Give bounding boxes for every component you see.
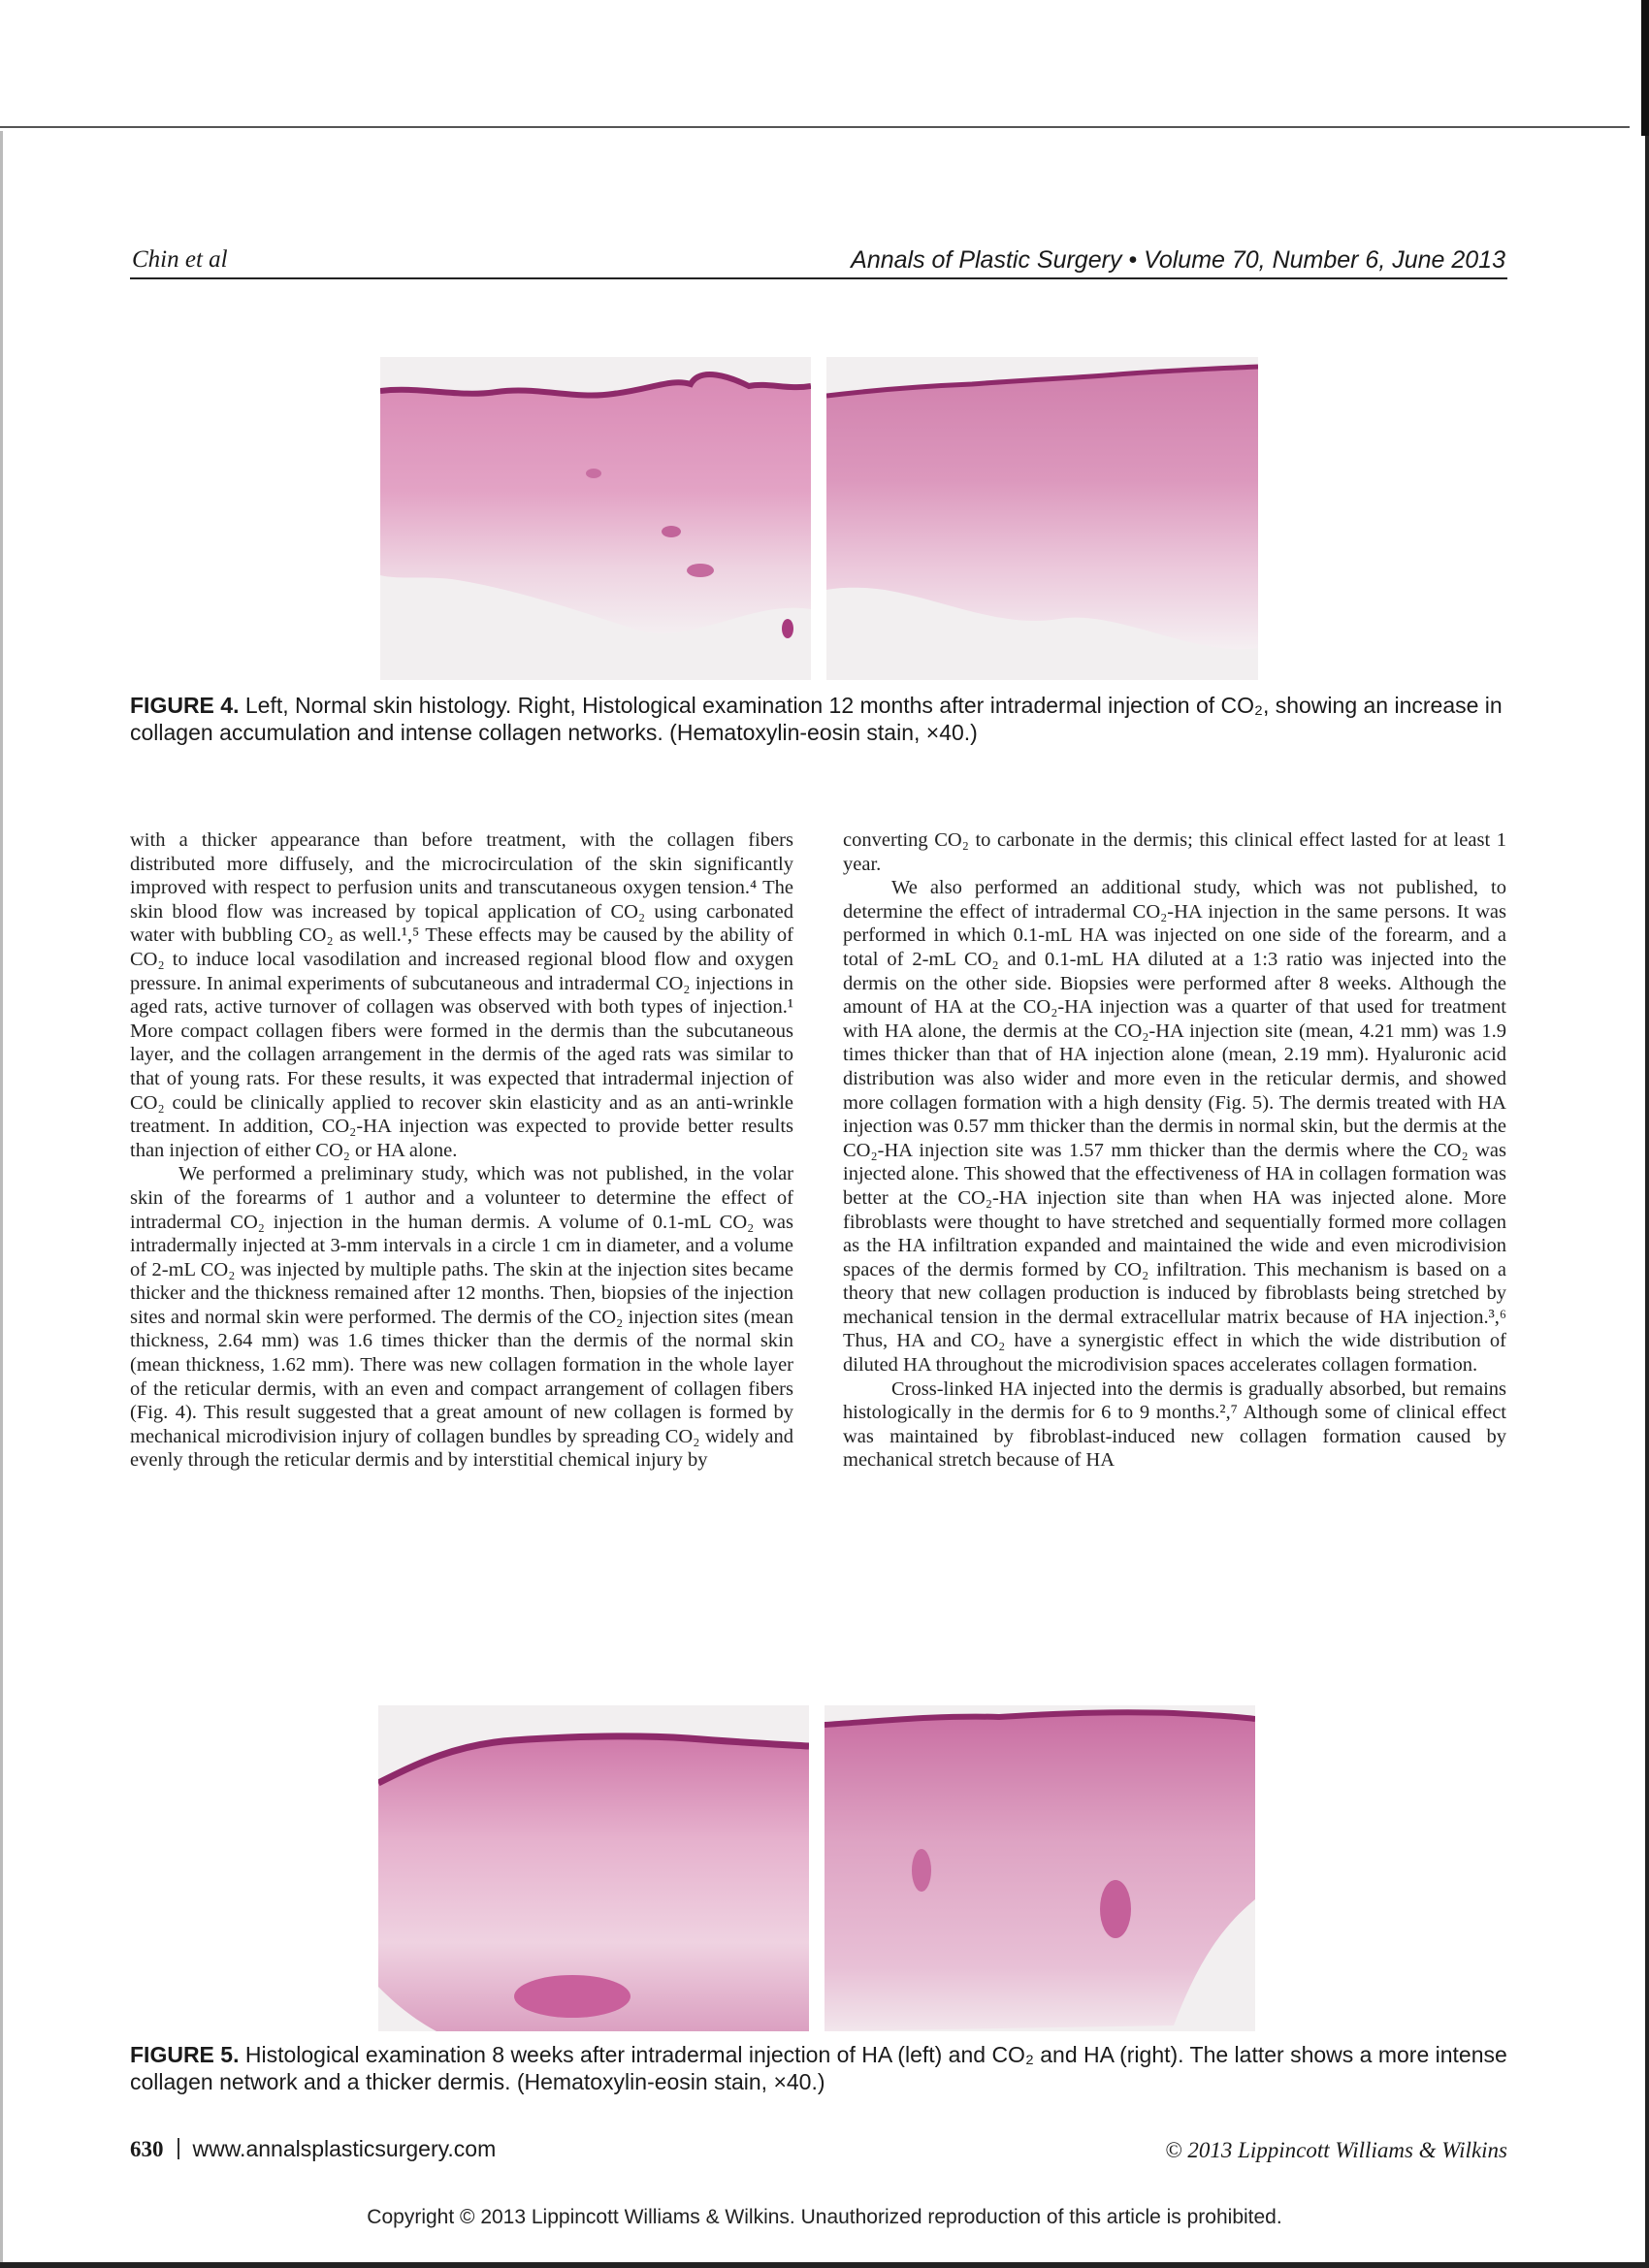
- scan-edge-line: [0, 126, 1630, 128]
- page-footer-left: [130, 2136, 496, 2162]
- figure-5-right-micrograph: [824, 1705, 1255, 2031]
- left-paragraph-2: We performed a preliminary study, which was not published, in the volar skin of the forearms of 1 author and a volunteer to determine the effect of intradermal CO₂ injection in the human dermis. A volume of 0.1-mL CO₂ was intradermally injected at 3-mm intervals in a circle 1 cm in diameter, and a volume of 2-mL CO₂ was injected by multiple paths. The skin at the injection sites became thicker and the thickness remained after 12 months. Then, biopsies of the injection sites and normal skin were performed. The dermis of the CO₂ injection sites (mean thickness, 2.64 mm) was 1.6 times thicker than the dermis of the normal skin (mean thickness, 1.62 mm). There was new collagen formation in the whole layer of the reticular dermis, with an even and compact arrangement of collagen fibers (Fig. 4). This result suggested that a great amount of new collagen is formed by mechanical microdivision injury of collagen bundles by spreading CO₂ widely and evenly through the reticular dermis and by interstitial chemical injury by: [130, 1163, 793, 1472]
- figure-5-left-micrograph: [378, 1705, 809, 2031]
- figure-4-label: FIGURE 4.: [130, 693, 240, 718]
- header-authors: Chin et al: [132, 246, 228, 273]
- scan-right-edge-lower: [1645, 136, 1649, 2268]
- journal-website-link[interactable]: www.annalsplasticsurgery.com: [192, 2136, 497, 2161]
- figure-4: [380, 357, 1258, 680]
- figure-5-caption-text: Histological examination 8 weeks after intradermal injection of HA (left) and CO₂ and HA (right). The latter shows a more intense collagen network and a thicker dermis. (Hematoxylin-eosin stain, ×40.): [130, 2042, 1507, 2094]
- footer-divider: [178, 2138, 179, 2159]
- scan-bottom-edge: [0, 2262, 1649, 2268]
- figure-4-left-micrograph: [380, 357, 811, 680]
- copyright-notice: Copyright © 2013 Lippincott Williams & Wilkins. Unauthorized reproduction of this article is prohibited.: [367, 2206, 1282, 2228]
- left-paragraph-1: with a thicker appearance than before treatment, with the collagen fibers distributed more diffusely, and the microcirculation of the skin significantly improved with respect to perfusion units and transcutaneous oxygen tension.⁴ The skin blood flow was increased by topical application of CO₂ using carbonated water with bubbling CO₂ as well.¹,⁵ These effects may be caused by the ability of CO₂ to induce local vasodilation and increased regional blood flow and oxygen pressure. In animal experiments of subcutaneous and intradermal CO₂ injections in aged rats, active turnover of collagen was observed with both types of injection.¹ More compact collagen fibers were formed in the dermis than the subcutaneous layer, and the collagen arrangement in the dermis of the aged rats was similar to that of young rats. For these results, it was expected that intradermal injection of CO₂ could be clinically applied to recover skin elasticity and as an anti-wrinkle treatment. In addition, CO₂-HA injection was expected to provide better results than injection of either CO₂ or HA alone.: [130, 829, 793, 1161]
- scan-left-edge: [0, 131, 3, 2265]
- figure-4-caption: [130, 692, 1507, 746]
- right-paragraph-3: Cross-linked HA injected into the dermis is gradually absorbed, but remains histologically in the dermis for 6 to 9 months.²,⁷ Although some of clinical effect was maintained by fibroblast-induced new collagen formation caused by mechanical stretch because of HA: [843, 1377, 1506, 1472]
- figure-5: [378, 1705, 1255, 2031]
- scan-right-edge: [1641, 0, 1649, 136]
- page-number: 630: [130, 2137, 164, 2161]
- running-header: [130, 246, 1507, 279]
- body-left-column: [130, 828, 793, 1473]
- figure-5-caption: [130, 2041, 1507, 2095]
- publisher-copyright: © 2013 Lippincott Williams & Wilkins: [1165, 2138, 1507, 2162]
- right-paragraph-1: converting CO₂ to carbonate in the dermis; this clinical effect lasted for at least 1 year.: [843, 829, 1506, 875]
- figure-4-caption-text: Left, Normal skin histology. Right, Histological examination 12 months after intradermal injection of CO₂, showing an increase in collagen accumulation and intense collagen networks. (Hematoxylin-eosin stain, ×40.): [130, 693, 1503, 745]
- body-right-column: [843, 828, 1506, 1473]
- right-paragraph-2: We also performed an additional study, which was not published, to determine the effect of intradermal CO₂-HA injection in the same persons. It was performed in which 0.1-mL HA was injected on one side of the forearm, and a total of 2-mL CO₂ and 0.1-mL HA diluted at a 1:3 ratio was injected into the dermis on the other side. Biopsies were performed after 8 weeks. Although the amount of HA at the CO₂-HA injection was a quarter of that used for treatment with HA alone, the dermis at the CO₂-HA injection site (mean, 4.21 mm) was 1.9 times thicker than that of HA injection alone (mean, 2.19 mm). Hyaluronic acid distribution was also wider and more even in the reticular dermis, and showed more collagen formation with a high density (Fig. 5). The dermis treated with HA injection was 0.57 mm thicker than the dermis in normal skin, but the dermis at the CO₂-HA injection site was 1.57 mm thicker than the dermis where the CO₂ was injected alone. This showed that the effectiveness of HA in collagen formation was better at the CO₂-HA injection site than when HA was injected alone. More fibroblasts were thought to have stretched and sequentially formed more collagen as the HA infiltration expanded and maintained the wide and even microdivision spaces of the dermis formed by CO₂ infiltration. This mechanism is based on a theory that new collagen production is induced by fibroblasts being stretched by mechanical tension in the dermal extracellular matrix because of HA injection.³,⁶ Thus, HA and CO₂ have a synergistic effect in which the wide distribution of diluted HA throughout the microdivision spaces accelerates collagen formation.: [843, 877, 1506, 1377]
- figure-5-label: FIGURE 5.: [130, 2042, 240, 2067]
- scan-top-margin: [0, 0, 1649, 131]
- figure-4-right-micrograph: [826, 357, 1258, 680]
- header-journal-volume: Annals of Plastic Surgery • Volume 70, Number 6, June 2013: [851, 246, 1505, 274]
